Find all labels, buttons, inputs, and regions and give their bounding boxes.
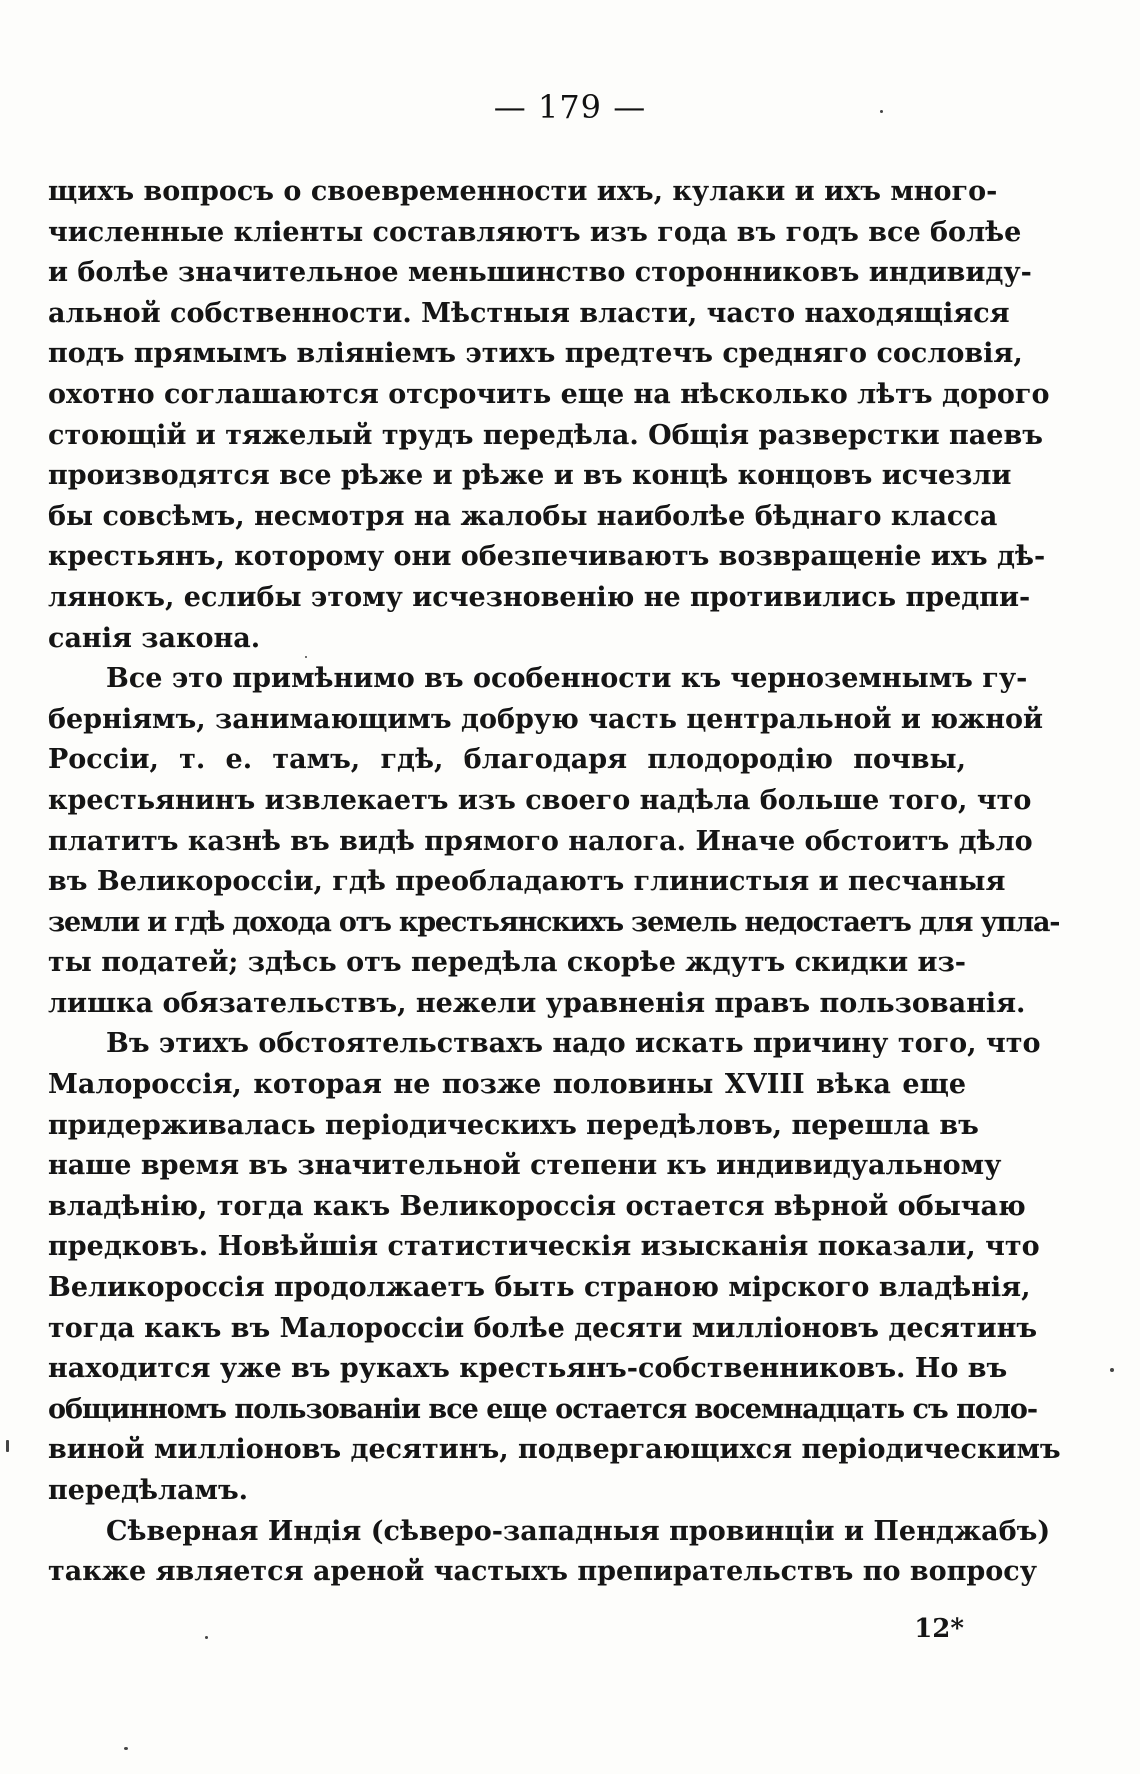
body-text (48, 172, 1061, 1593)
text-line: стоющiй и тяжелый трудъ передѣла. Общiя разверстки паевъ (48, 419, 1043, 451)
text-line: численные клiенты составляютъ изъ года въ годъ все болѣе (48, 216, 1022, 248)
paragraph-end-line: санiя закона. (48, 622, 261, 654)
paragraph-start-line: Въ этихъ обстоятельствахъ надо искать причину того, что (106, 1028, 1041, 1060)
scan-speck (6, 1440, 9, 1452)
text-line: платитъ казнѣ въ видѣ прямого налога. Иначе обстоитъ дѣло (48, 825, 1033, 857)
scan-speck (880, 110, 883, 113)
text-line: придерживалась перiодическихъ передѣловъ, перешла въ (48, 1109, 979, 1141)
text-line: ты податей; здѣсь отъ передѣла скорѣе ждутъ скидки из- (48, 947, 967, 979)
signature-mark: 12* (914, 1614, 964, 1644)
text-line: и болѣе значительное меньшинство сторонниковъ индивиду- (48, 257, 1032, 289)
text-line: тогда какъ въ Малороссiи болѣе десяти миллiоновъ десятинъ (48, 1312, 1038, 1344)
paragraph-start-line: Сѣверная Индiя (сѣверо-западныя провинцiи и Пенджабъ) (106, 1515, 1051, 1547)
paragraph-end-line: передѣламъ. (48, 1475, 249, 1506)
text-line: Россiи, т. е. тамъ, гдѣ, благодаря плодородiю почвы, (48, 744, 966, 776)
text-line: подъ прямымъ влiянiемъ этихъ предтечъ средняго сословiя, (48, 338, 1023, 370)
text-line: земли и гдѣ дохода отъ крестьянскихъ земель недостаетъ для упла- (48, 906, 1060, 938)
text-line: владѣнiю, тогда какъ Великороссiя остается вѣрной обычаю (48, 1190, 1026, 1222)
text-line: предковъ. Новѣйшiя статистическiя изысканiя показали, что (48, 1231, 1040, 1263)
scan-speck (305, 656, 307, 658)
text-line: бернiямъ, занимающимъ добрую часть центральной и южной (48, 703, 1044, 735)
scan-speck (124, 1747, 128, 1750)
text-line: виной миллiоновъ десятинъ, подвергающихся перiодическимъ (48, 1434, 1061, 1466)
scan-speck (205, 1636, 208, 1639)
page-number: — 179 — (493, 88, 647, 126)
text-line: альной собственности. Мѣстныя власти, часто находящiяся (48, 297, 1010, 329)
paragraph-start-line: Все это примѣнимо въ особенности къ черноземнымъ гу- (106, 663, 1028, 695)
text-line: производятся все рѣже и рѣже и въ концѣ концовъ исчезли (48, 460, 1012, 492)
text-line: щихъ вопросъ о своевременности ихъ, кулаки и ихъ много- (48, 176, 998, 207)
text-line: Великороссiя продолжаетъ быть страною мiрского владѣнiя, (48, 1272, 1031, 1304)
text-line: крестьянинъ извлекаетъ изъ своего надѣла больше того, что (48, 784, 1032, 816)
text-line: охотно соглашаются отсрочить еще на нѣсколько лѣтъ дорого (48, 378, 1050, 410)
text-line: лянокъ, еслибы этому исчезновенiю не противились предпи- (48, 581, 1031, 613)
text-line: находится уже въ рукахъ крестьянъ-собственниковъ. Но въ (48, 1353, 1008, 1385)
text-line: Малороссiя, которая не позже половины XVIII вѣка еще (48, 1069, 966, 1101)
text-line: наше время въ значительной степени къ индивидуальному (48, 1150, 1002, 1182)
paragraph-end-line: лишка обязательствъ, нежели уравненiя правъ пользованiя. (48, 987, 1026, 1019)
text-line: также является ареной частыхъ препирательствъ по вопросу (48, 1556, 1038, 1588)
scan-speck (1110, 1368, 1114, 1372)
text-line: бы совсѣмъ, несмотря на жалобы наиболѣе бѣднаго класса (48, 500, 998, 532)
text-line: въ Великороссiи, гдѣ преобладаютъ глинистыя и песчаныя (48, 866, 1006, 898)
text-line: крестьянъ, которому они обезпечиваютъ возвращенiе ихъ дѣ- (48, 541, 1046, 573)
text-line: общинномъ пользованiи все еще остается восемнадцать съ поло- (48, 1393, 1038, 1425)
